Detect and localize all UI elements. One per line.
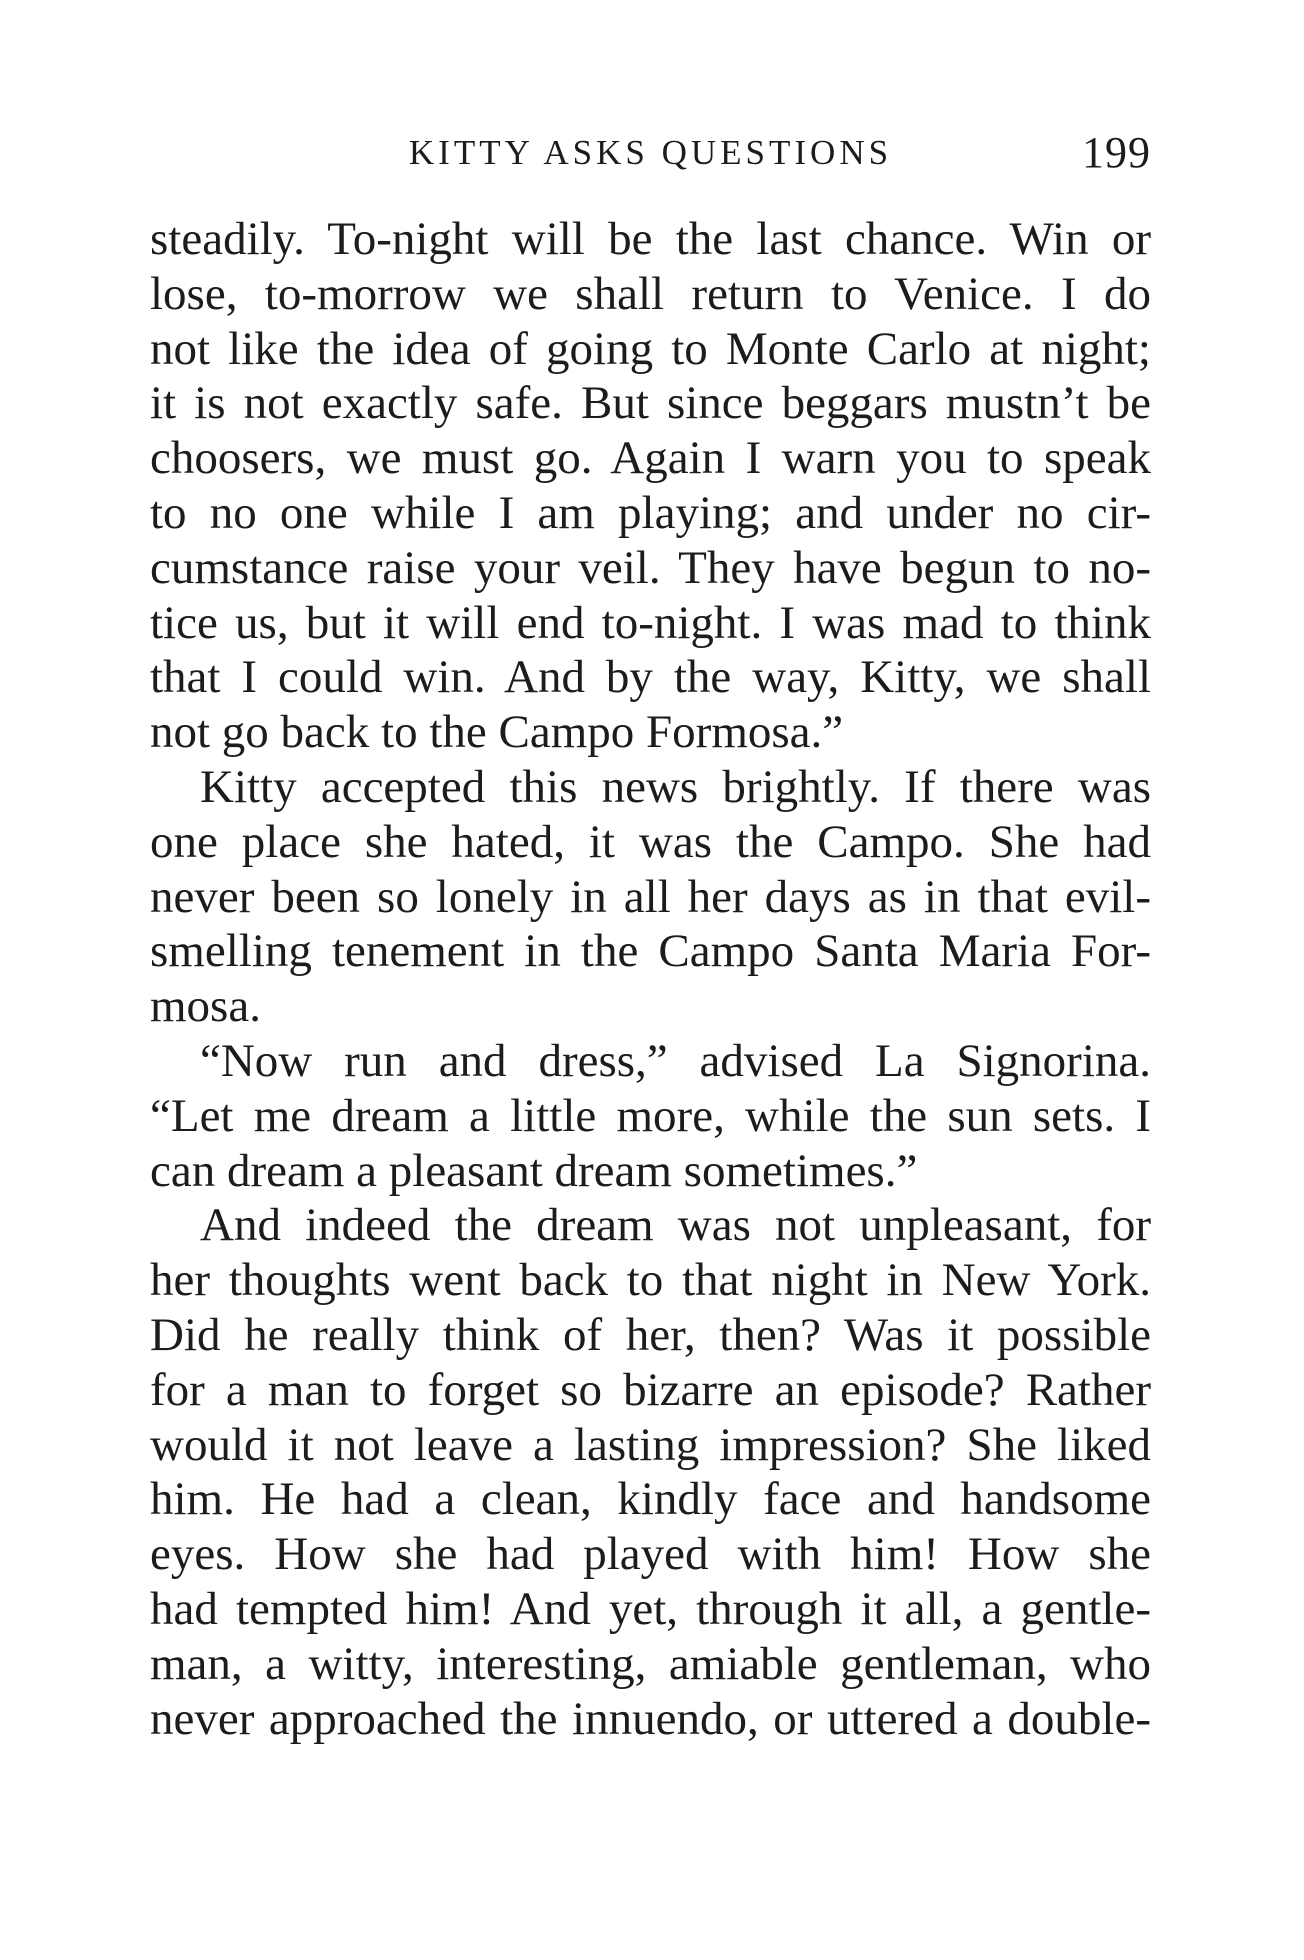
- text-line: cumstance raise your veil. They have begun to no-: [150, 541, 1151, 594]
- text-line: can dream a pleasant dream sometimes.”: [150, 1144, 918, 1197]
- text-line: one place she hated, it was the Campo. She had: [150, 815, 1151, 868]
- text-line: eyes. How she had played with him! How she: [150, 1528, 1151, 1581]
- text-line: lose, to-morrow we shall return to Venice. I do: [150, 267, 1151, 320]
- paragraph-start-line: Kitty accepted this news brightly. If there was: [200, 760, 1151, 813]
- paragraph-start-line: And indeed the dream was not unpleasant, for: [200, 1199, 1151, 1252]
- text-line: to no one while I am playing; and under no cir-: [150, 486, 1151, 539]
- body-text: [150, 212, 1151, 1746]
- text-line: smelling tenement in the Campo Santa Maria For-: [150, 925, 1151, 978]
- text-line: not go back to the Campo Formosa.”: [150, 706, 844, 759]
- text-line: mosa.: [150, 980, 261, 1033]
- text-line: that I could win. And by the way, Kitty, we shall: [150, 651, 1151, 704]
- text-line: never been so lonely in all her days as in that evil-: [150, 870, 1151, 923]
- text-line: tice us, but it will end to-night. I was mad to think: [150, 596, 1151, 649]
- text-line: him. He had a clean, kindly face and handsome: [150, 1473, 1151, 1526]
- text-line: it is not exactly safe. But since beggars mustn’t be: [150, 377, 1151, 430]
- text-line: would it not leave a lasting impression? She liked: [150, 1418, 1151, 1471]
- text-line: steadily. To-night will be the last chance. Win or: [150, 213, 1151, 265]
- text-line: her thoughts went back to that night in New York.: [150, 1254, 1151, 1307]
- text-line: “Let me dream a little more, while the sun sets. I: [150, 1089, 1151, 1142]
- paragraph-start-line: “Now run and dress,” advised La Signorina.: [200, 1034, 1151, 1087]
- page-number: 199: [1082, 128, 1151, 177]
- running-title: KITTY ASKS QUESTIONS: [408, 133, 893, 172]
- text-line: man, a witty, interesting, amiable gentleman, who: [150, 1637, 1151, 1690]
- text-line: for a man to forget so bizarre an episode? Rather: [150, 1363, 1151, 1416]
- running-header: [150, 123, 1151, 183]
- text-line: Did he really think of her, then? Was it possible: [150, 1308, 1151, 1361]
- text-line: had tempted him! And yet, through it all, a gentle-: [150, 1582, 1151, 1635]
- text-line: choosers, we must go. Again I warn you to speak: [150, 432, 1151, 485]
- text-line: never approached the innuendo, or uttered a double-: [150, 1692, 1151, 1745]
- text-line: not like the idea of going to Monte Carlo at night;: [150, 322, 1151, 375]
